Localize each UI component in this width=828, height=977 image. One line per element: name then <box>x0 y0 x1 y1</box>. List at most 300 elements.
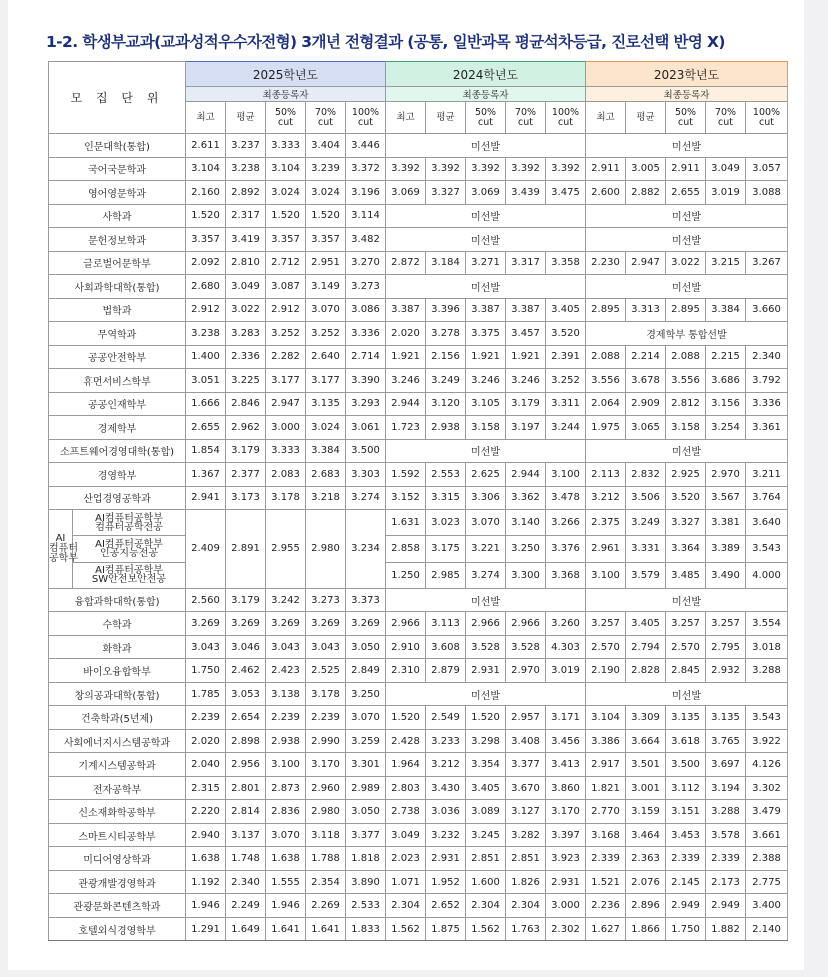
value-cell: 3.024 <box>306 181 346 205</box>
value-cell: 3.327 <box>666 510 706 536</box>
value-cell: 2.892 <box>226 181 266 205</box>
value-cell: 1.882 <box>706 917 746 941</box>
value-cell: 3.178 <box>306 682 346 706</box>
value-cell: 2.020 <box>386 322 426 346</box>
value-cell: 1.921 <box>466 345 506 369</box>
value-cell: 1.854 <box>186 439 226 463</box>
value-cell: 1.641 <box>266 917 306 941</box>
value-cell: 3.239 <box>306 157 346 181</box>
value-cell: 2.083 <box>266 463 306 487</box>
table-row <box>49 345 788 369</box>
group-label: AI 컴퓨터 공학부 <box>49 510 73 589</box>
value-cell: 2.533 <box>346 894 386 918</box>
unit-name: 소프트웨어경영대학(통합) <box>49 439 186 463</box>
value-cell: 3.556 <box>666 369 706 393</box>
unit-name: 건축학과(5년제) <box>49 706 186 730</box>
value-cell: 2.064 <box>586 392 626 416</box>
value-cell: 3.152 <box>386 486 426 510</box>
value-cell: 3.567 <box>706 486 746 510</box>
value-cell: 3.387 <box>466 298 506 322</box>
value-cell: 2.931 <box>466 659 506 683</box>
value-cell: 3.660 <box>746 298 788 322</box>
value-cell: 1.520 <box>186 204 226 228</box>
value-cell: 3.170 <box>306 753 346 777</box>
value-cell: 3.196 <box>346 181 386 205</box>
value-cell: 3.922 <box>746 729 788 753</box>
stat-header: 70% cut <box>306 102 346 134</box>
value-cell: 3.392 <box>386 157 426 181</box>
value-cell: 3.384 <box>306 439 346 463</box>
value-cell: 2.949 <box>706 894 746 918</box>
value-cell: 3.112 <box>666 776 706 800</box>
value-cell: 3.500 <box>346 439 386 463</box>
value-cell: 3.234 <box>346 510 386 589</box>
value-cell: 2.910 <box>386 635 426 659</box>
value-cell: 3.049 <box>226 275 266 299</box>
value-cell: 1.562 <box>386 917 426 941</box>
sub-unit-name: AI컴퓨터공학부 컴퓨터공학전공 <box>73 510 186 536</box>
value-cell: 3.543 <box>746 706 788 730</box>
value-cell: 1.592 <box>386 463 426 487</box>
value-cell: 3.245 <box>466 823 506 847</box>
not-selected-cell: 미선발 <box>586 134 788 158</box>
value-cell: 3.046 <box>226 635 266 659</box>
value-cell: 3.250 <box>346 682 386 706</box>
value-cell: 2.680 <box>186 275 226 299</box>
value-cell: 3.274 <box>466 562 506 588</box>
table-row <box>49 682 788 706</box>
value-cell: 3.309 <box>626 706 666 730</box>
value-cell: 2.911 <box>586 157 626 181</box>
table-row <box>49 134 788 158</box>
stat-header: 최고 <box>386 102 426 134</box>
value-cell: 2.391 <box>546 345 586 369</box>
value-cell: 3.358 <box>546 251 586 275</box>
value-cell: 2.851 <box>506 847 546 871</box>
value-cell: 2.873 <box>266 776 306 800</box>
sub-unit-name: AI컴퓨터공학부 SW안전보안전공 <box>73 562 186 588</box>
value-cell: 3.000 <box>546 894 586 918</box>
value-cell: 3.237 <box>226 134 266 158</box>
value-cell: 3.293 <box>346 392 386 416</box>
value-cell: 1.788 <box>306 847 346 871</box>
value-cell: 2.849 <box>346 659 386 683</box>
value-cell: 3.311 <box>546 392 586 416</box>
value-cell: 3.246 <box>386 369 426 393</box>
value-cell: 2.846 <box>226 392 266 416</box>
value-cell: 1.638 <box>266 847 306 871</box>
value-cell: 3.036 <box>426 800 466 824</box>
table-row <box>49 536 788 562</box>
table-row <box>49 800 788 824</box>
value-cell: 3.159 <box>626 800 666 824</box>
table-row <box>49 416 788 440</box>
value-cell: 2.088 <box>586 345 626 369</box>
stat-header: 100% cut <box>346 102 386 134</box>
value-cell: 2.828 <box>626 659 666 683</box>
value-cell: 3.485 <box>666 562 706 588</box>
value-cell: 2.957 <box>506 706 546 730</box>
value-cell: 3.043 <box>306 635 346 659</box>
value-cell: 3.478 <box>546 486 586 510</box>
value-cell: 3.273 <box>346 275 386 299</box>
value-cell: 3.456 <box>546 729 586 753</box>
value-cell: 2.249 <box>226 894 266 918</box>
value-cell: 3.151 <box>666 800 706 824</box>
value-cell: 2.655 <box>186 416 226 440</box>
value-cell: 1.748 <box>226 847 266 871</box>
value-cell: 3.274 <box>346 486 386 510</box>
value-cell: 3.269 <box>346 612 386 636</box>
value-cell: 3.221 <box>466 536 506 562</box>
value-cell: 3.257 <box>706 612 746 636</box>
value-cell: 3.267 <box>746 251 788 275</box>
value-cell: 3.368 <box>546 562 586 588</box>
value-cell: 3.500 <box>666 753 706 777</box>
value-cell: 1.964 <box>386 753 426 777</box>
value-cell: 3.023 <box>426 510 466 536</box>
value-cell: 3.301 <box>346 753 386 777</box>
year-2024-header: 2024학년도 <box>386 62 586 87</box>
value-cell: 1.875 <box>426 917 466 941</box>
not-selected-cell: 미선발 <box>386 588 586 612</box>
table-row <box>49 894 788 918</box>
value-cell: 2.652 <box>426 894 466 918</box>
value-cell: 3.890 <box>346 870 386 894</box>
value-cell: 1.921 <box>506 345 546 369</box>
value-cell: 3.138 <box>266 682 306 706</box>
value-cell: 3.389 <box>706 536 746 562</box>
results-table <box>48 61 788 941</box>
value-cell: 3.051 <box>186 369 226 393</box>
value-cell: 2.925 <box>666 463 706 487</box>
value-cell: 2.966 <box>506 612 546 636</box>
value-cell: 2.220 <box>186 800 226 824</box>
value-cell: 1.250 <box>386 562 426 588</box>
value-cell: 3.278 <box>426 322 466 346</box>
value-cell: 4.303 <box>546 635 586 659</box>
value-cell: 2.940 <box>186 823 226 847</box>
stat-header: 50% cut <box>266 102 306 134</box>
value-cell: 3.273 <box>306 588 346 612</box>
value-cell: 1.367 <box>186 463 226 487</box>
value-cell: 3.089 <box>466 800 506 824</box>
value-cell: 3.302 <box>746 776 788 800</box>
value-cell: 3.377 <box>506 753 546 777</box>
value-cell: 3.070 <box>306 298 346 322</box>
table-row <box>49 870 788 894</box>
value-cell: 3.664 <box>626 729 666 753</box>
value-cell: 3.372 <box>346 157 386 181</box>
value-cell: 3.392 <box>546 157 586 181</box>
value-cell: 2.214 <box>626 345 666 369</box>
value-cell: 3.050 <box>346 800 386 824</box>
value-cell: 3.170 <box>546 800 586 824</box>
value-cell: 2.896 <box>626 894 666 918</box>
value-cell: 1.071 <box>386 870 426 894</box>
value-cell: 1.866 <box>626 917 666 941</box>
unit-name: 글로벌어문학부 <box>49 251 186 275</box>
not-selected-cell: 미선발 <box>386 204 586 228</box>
value-cell: 2.801 <box>226 776 266 800</box>
value-cell: 3.520 <box>666 486 706 510</box>
value-cell: 3.218 <box>306 486 346 510</box>
value-cell: 3.049 <box>386 823 426 847</box>
stat-header: 70% cut <box>706 102 746 134</box>
value-cell: 3.120 <box>426 392 466 416</box>
value-cell: 3.001 <box>626 776 666 800</box>
stat-header: 평균 <box>226 102 266 134</box>
value-cell: 3.506 <box>626 486 666 510</box>
value-cell: 3.397 <box>546 823 586 847</box>
value-cell: 3.357 <box>186 228 226 252</box>
value-cell: 3.184 <box>426 251 466 275</box>
value-cell: 1.400 <box>186 345 226 369</box>
table-row <box>49 275 788 299</box>
value-cell: 3.327 <box>426 181 466 205</box>
value-cell: 2.960 <box>306 776 346 800</box>
value-cell: 3.000 <box>266 416 306 440</box>
value-cell: 3.018 <box>746 635 788 659</box>
value-cell: 3.362 <box>506 486 546 510</box>
value-cell: 2.931 <box>426 847 466 871</box>
value-cell: 2.570 <box>586 635 626 659</box>
value-cell: 2.909 <box>626 392 666 416</box>
value-cell: 3.608 <box>426 635 466 659</box>
unit-name: 경제학부 <box>49 416 186 440</box>
value-cell: 3.149 <box>306 275 346 299</box>
value-cell: 2.794 <box>626 635 666 659</box>
value-cell: 3.697 <box>706 753 746 777</box>
unit-name: 휴먼서비스학부 <box>49 369 186 393</box>
unit-name: 사회과학대학(통합) <box>49 275 186 299</box>
value-cell: 2.315 <box>186 776 226 800</box>
final-registrant-2023: 최종등록자 <box>586 87 788 102</box>
value-cell: 3.405 <box>466 776 506 800</box>
table-row <box>49 157 788 181</box>
unit-name: 인문대학(통합) <box>49 134 186 158</box>
value-cell: 3.306 <box>466 486 506 510</box>
sub-unit-name: AI컴퓨터공학부 인공지능전공 <box>73 536 186 562</box>
value-cell: 3.288 <box>706 800 746 824</box>
unit-name: 사회에너지시스템공학과 <box>49 729 186 753</box>
value-cell: 2.895 <box>586 298 626 322</box>
value-cell: 3.475 <box>546 181 586 205</box>
table-row <box>49 847 788 871</box>
value-cell: 2.239 <box>186 706 226 730</box>
value-cell: 2.985 <box>426 562 466 588</box>
value-cell: 3.479 <box>746 800 788 824</box>
value-cell: 1.562 <box>466 917 506 941</box>
value-cell: 3.087 <box>266 275 306 299</box>
value-cell: 2.947 <box>626 251 666 275</box>
value-cell: 3.269 <box>266 612 306 636</box>
value-cell: 3.269 <box>226 612 266 636</box>
value-cell: 2.173 <box>706 870 746 894</box>
value-cell: 3.392 <box>466 157 506 181</box>
table-row <box>49 729 788 753</box>
value-cell: 2.655 <box>666 181 706 205</box>
stat-header: 100% cut <box>746 102 788 134</box>
table-row <box>49 392 788 416</box>
unit-name: 전자공학부 <box>49 776 186 800</box>
value-cell: 3.179 <box>226 439 266 463</box>
value-cell: 2.970 <box>706 463 746 487</box>
value-cell: 2.020 <box>186 729 226 753</box>
value-cell: 2.354 <box>306 870 346 894</box>
unit-name: 화학과 <box>49 635 186 659</box>
not-selected-cell: 미선발 <box>386 439 586 463</box>
value-cell: 3.860 <box>546 776 586 800</box>
value-cell: 3.049 <box>706 157 746 181</box>
unit-name: 신소재화학공학부 <box>49 800 186 824</box>
value-cell: 3.086 <box>346 298 386 322</box>
table-row <box>49 562 788 588</box>
value-cell: 3.175 <box>426 536 466 562</box>
table-row <box>49 486 788 510</box>
value-cell: 3.212 <box>586 486 626 510</box>
value-cell: 2.339 <box>586 847 626 871</box>
table-row <box>49 228 788 252</box>
value-cell: 3.257 <box>586 612 626 636</box>
value-cell: 3.005 <box>626 157 666 181</box>
year-2023-header: 2023학년도 <box>586 62 788 87</box>
value-cell: 3.104 <box>586 706 626 730</box>
value-cell: 2.304 <box>466 894 506 918</box>
value-cell: 2.340 <box>226 870 266 894</box>
not-selected-cell: 미선발 <box>586 439 788 463</box>
value-cell: 2.336 <box>226 345 266 369</box>
value-cell: 1.818 <box>346 847 386 871</box>
value-cell: 2.795 <box>706 635 746 659</box>
stat-header: 평균 <box>426 102 466 134</box>
value-cell: 2.160 <box>186 181 226 205</box>
value-cell: 2.949 <box>666 894 706 918</box>
value-cell: 3.282 <box>506 823 546 847</box>
value-cell: 2.832 <box>626 463 666 487</box>
value-cell: 3.381 <box>706 510 746 536</box>
value-cell: 3.171 <box>546 706 586 730</box>
value-cell: 1.666 <box>186 392 226 416</box>
value-cell: 3.405 <box>626 612 666 636</box>
value-cell: 3.249 <box>426 369 466 393</box>
value-cell: 3.792 <box>746 369 788 393</box>
value-cell: 3.317 <box>506 251 546 275</box>
value-cell: 3.135 <box>306 392 346 416</box>
value-cell: 3.520 <box>546 322 586 346</box>
value-cell: 3.257 <box>666 612 706 636</box>
value-cell: 3.050 <box>346 635 386 659</box>
value-cell: 1.826 <box>506 870 546 894</box>
value-cell: 2.770 <box>586 800 626 824</box>
value-cell: 3.069 <box>386 181 426 205</box>
value-cell: 4.000 <box>746 562 788 588</box>
value-cell: 2.980 <box>306 510 346 589</box>
value-cell: 3.528 <box>506 635 546 659</box>
value-cell: 3.173 <box>226 486 266 510</box>
value-cell: 3.315 <box>426 486 466 510</box>
value-cell: 3.384 <box>706 298 746 322</box>
value-cell: 2.654 <box>226 706 266 730</box>
value-cell: 1.821 <box>586 776 626 800</box>
value-cell: 1.833 <box>346 917 386 941</box>
stat-header: 평균 <box>626 102 666 134</box>
value-cell: 3.135 <box>666 706 706 730</box>
value-cell: 2.814 <box>226 800 266 824</box>
final-registrant-2024: 최종등록자 <box>386 87 586 102</box>
unit-name: 공공안전학부 <box>49 345 186 369</box>
value-cell: 3.246 <box>466 369 506 393</box>
value-cell: 3.252 <box>266 322 306 346</box>
stat-header: 70% cut <box>506 102 546 134</box>
value-cell: 2.363 <box>626 847 666 871</box>
value-cell: 3.377 <box>346 823 386 847</box>
value-cell: 3.270 <box>346 251 386 275</box>
value-cell: 2.236 <box>586 894 626 918</box>
unit-name: 기계시스템공학과 <box>49 753 186 777</box>
value-cell: 2.428 <box>386 729 426 753</box>
value-cell: 3.266 <box>546 510 586 536</box>
value-cell: 3.269 <box>306 612 346 636</box>
value-cell: 2.140 <box>746 917 788 941</box>
table-row <box>49 369 788 393</box>
value-cell: 3.178 <box>266 486 306 510</box>
value-cell: 3.482 <box>346 228 386 252</box>
value-cell: 2.600 <box>586 181 626 205</box>
value-cell: 2.961 <box>586 536 626 562</box>
unit-name: 사학과 <box>49 204 186 228</box>
value-cell: 3.137 <box>226 823 266 847</box>
value-cell: 3.354 <box>466 753 506 777</box>
value-cell: 3.156 <box>706 392 746 416</box>
value-cell: 3.242 <box>266 588 306 612</box>
value-cell: 3.225 <box>226 369 266 393</box>
table-row <box>49 298 788 322</box>
value-cell: 3.158 <box>666 416 706 440</box>
value-cell: 3.179 <box>226 588 266 612</box>
value-cell: 2.683 <box>306 463 346 487</box>
value-cell: 3.061 <box>346 416 386 440</box>
table-row <box>49 322 788 346</box>
value-cell: 3.303 <box>346 463 386 487</box>
not-selected-cell: 미선발 <box>586 275 788 299</box>
value-cell: 2.088 <box>666 345 706 369</box>
value-cell: 3.114 <box>346 204 386 228</box>
value-cell: 3.405 <box>546 298 586 322</box>
value-cell: 3.127 <box>506 800 546 824</box>
value-cell: 2.156 <box>426 345 466 369</box>
value-cell: 3.135 <box>706 706 746 730</box>
value-cell: 3.283 <box>226 322 266 346</box>
not-selected-cell: 미선발 <box>586 588 788 612</box>
value-cell: 3.260 <box>546 612 586 636</box>
year-2025-header: 2025학년도 <box>186 62 386 87</box>
value-cell: 3.057 <box>746 157 788 181</box>
value-cell: 2.956 <box>226 753 266 777</box>
value-cell: 3.419 <box>226 228 266 252</box>
value-cell: 3.233 <box>426 729 466 753</box>
value-cell: 3.168 <box>586 823 626 847</box>
value-cell: 3.490 <box>706 562 746 588</box>
value-cell: 2.951 <box>306 251 346 275</box>
value-cell: 3.313 <box>626 298 666 322</box>
table-row <box>49 917 788 941</box>
unit-name: 국어국문학과 <box>49 157 186 181</box>
value-cell: 3.670 <box>506 776 546 800</box>
value-cell: 2.611 <box>186 134 226 158</box>
value-cell: 2.931 <box>546 870 586 894</box>
stat-header: 50% cut <box>666 102 706 134</box>
